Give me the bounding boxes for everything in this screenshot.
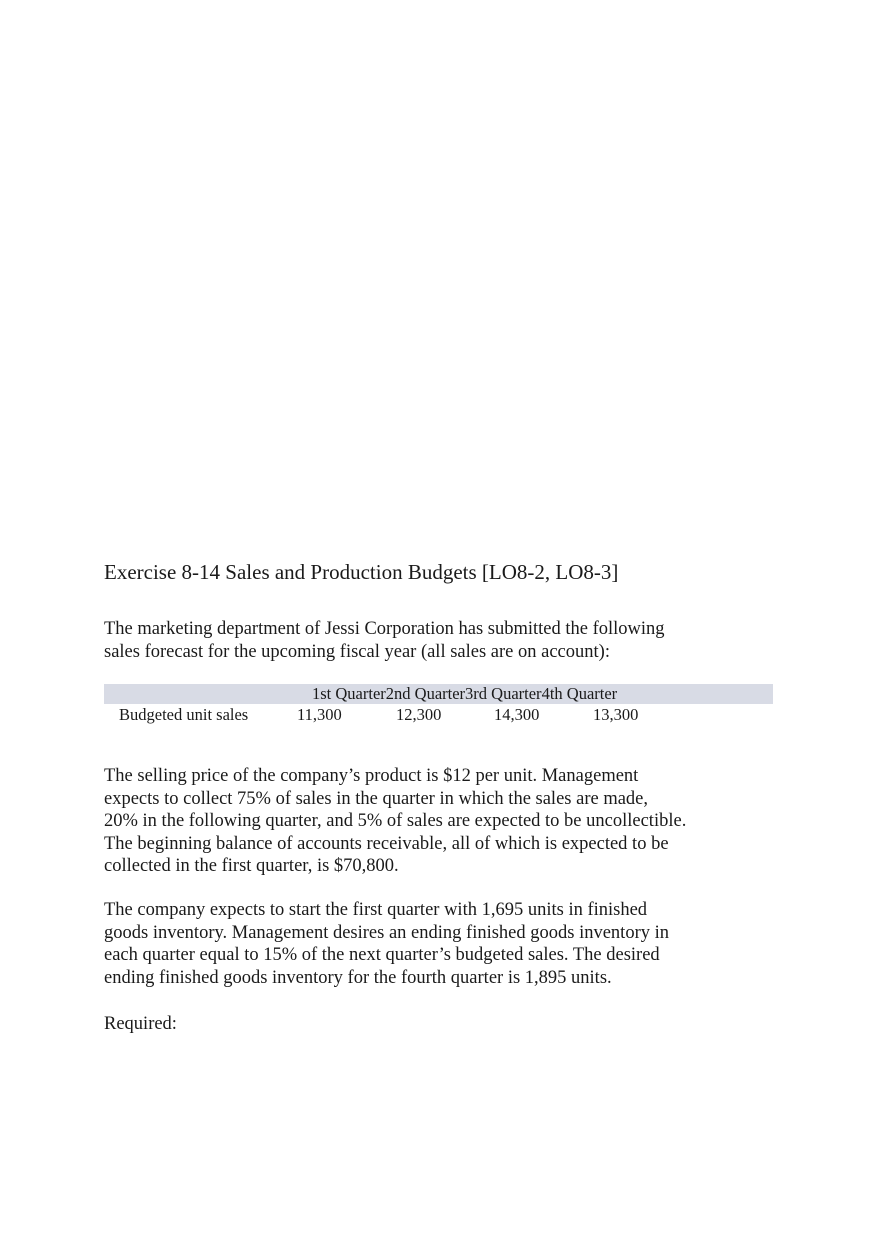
- sales-forecast-table: [104, 684, 773, 726]
- header-q3: 3rd Quarter: [465, 684, 542, 703]
- page-title: Exercise 8-14 Sales and Production Budgets [LO8-2, LO8-3]: [104, 560, 619, 584]
- table-row: [104, 704, 773, 726]
- paragraph-line: goods inventory. Management desires an ending finished goods inventory in: [104, 922, 669, 943]
- cell-q3: 14,300: [494, 705, 540, 724]
- cell-q2: 12,300: [396, 705, 442, 724]
- paragraph-line: The marketing department of Jessi Corporation has submitted the following: [104, 619, 665, 639]
- required-label: Required:: [104, 1014, 177, 1034]
- quarter-headers: [312, 684, 617, 704]
- table-header-row: [104, 684, 773, 704]
- paragraph-line: The company expects to start the first quarter with 1,695 units in finished: [104, 900, 648, 920]
- paragraph-line: collected in the first quarter, is $70,800.: [104, 856, 399, 876]
- cell-q4: 13,300: [593, 705, 639, 724]
- collection-paragraph: [104, 765, 744, 878]
- paragraph-line: The selling price of the company’s product is $12 per unit. Management: [104, 766, 639, 786]
- inventory-paragraph: [104, 899, 744, 989]
- row-label-budgeted-unit-sales: Budgeted unit sales: [119, 705, 249, 724]
- header-q1: 1st Quarter: [312, 684, 386, 703]
- header-q4: 4th Quarter: [541, 684, 618, 703]
- paragraph-line: sales forecast for the upcoming fiscal year (all sales are on account):: [104, 641, 610, 662]
- paragraph-line: The beginning balance of accounts receivable, all of which is expected to be: [104, 833, 669, 854]
- header-q2: 2nd Quarter: [385, 684, 466, 703]
- paragraph-line: ending finished goods inventory for the fourth quarter is 1,895 units.: [104, 967, 612, 988]
- intro-paragraph: [104, 618, 744, 663]
- cell-q1: 11,300: [297, 705, 342, 724]
- paragraph-line: expects to collect 75% of sales in the quarter in which the sales are made,: [104, 788, 649, 809]
- required-heading: [104, 1013, 744, 1036]
- paragraph-line: each quarter equal to 15% of the next quarter’s budgeted sales. The desired: [104, 945, 660, 965]
- paragraph-line: 20% in the following quarter, and 5% of sales are expected to be uncollectible.: [104, 811, 687, 831]
